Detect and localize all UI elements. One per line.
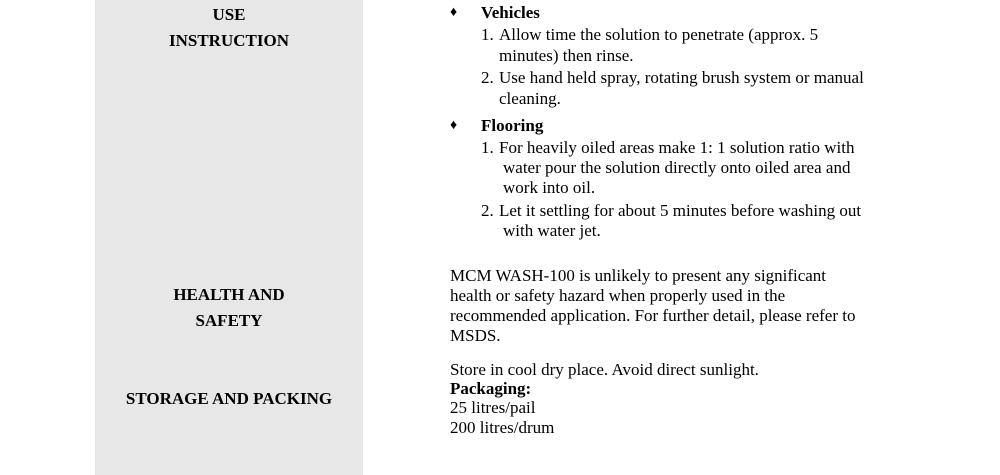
flooring-heading: Flooring (481, 116, 544, 135)
packaging-option: 25 litres/pail (450, 398, 536, 417)
bullet-diamond-icon: ♦ (450, 5, 458, 20)
vehicles-heading: Vehicles (481, 3, 540, 22)
use-instruction-label: USE INSTRUCTION (169, 5, 289, 50)
health-safety-label: HEALTH AND SAFETY (173, 285, 285, 330)
storage-packing-label: STORAGE AND PACKING (125, 389, 333, 408)
bullet-diamond-icon: ♦ (450, 118, 458, 133)
section-label-column (95, 0, 363, 475)
packaging-label: Packaging: (450, 379, 532, 398)
packaging-option: 200 litres/drum (450, 418, 555, 437)
